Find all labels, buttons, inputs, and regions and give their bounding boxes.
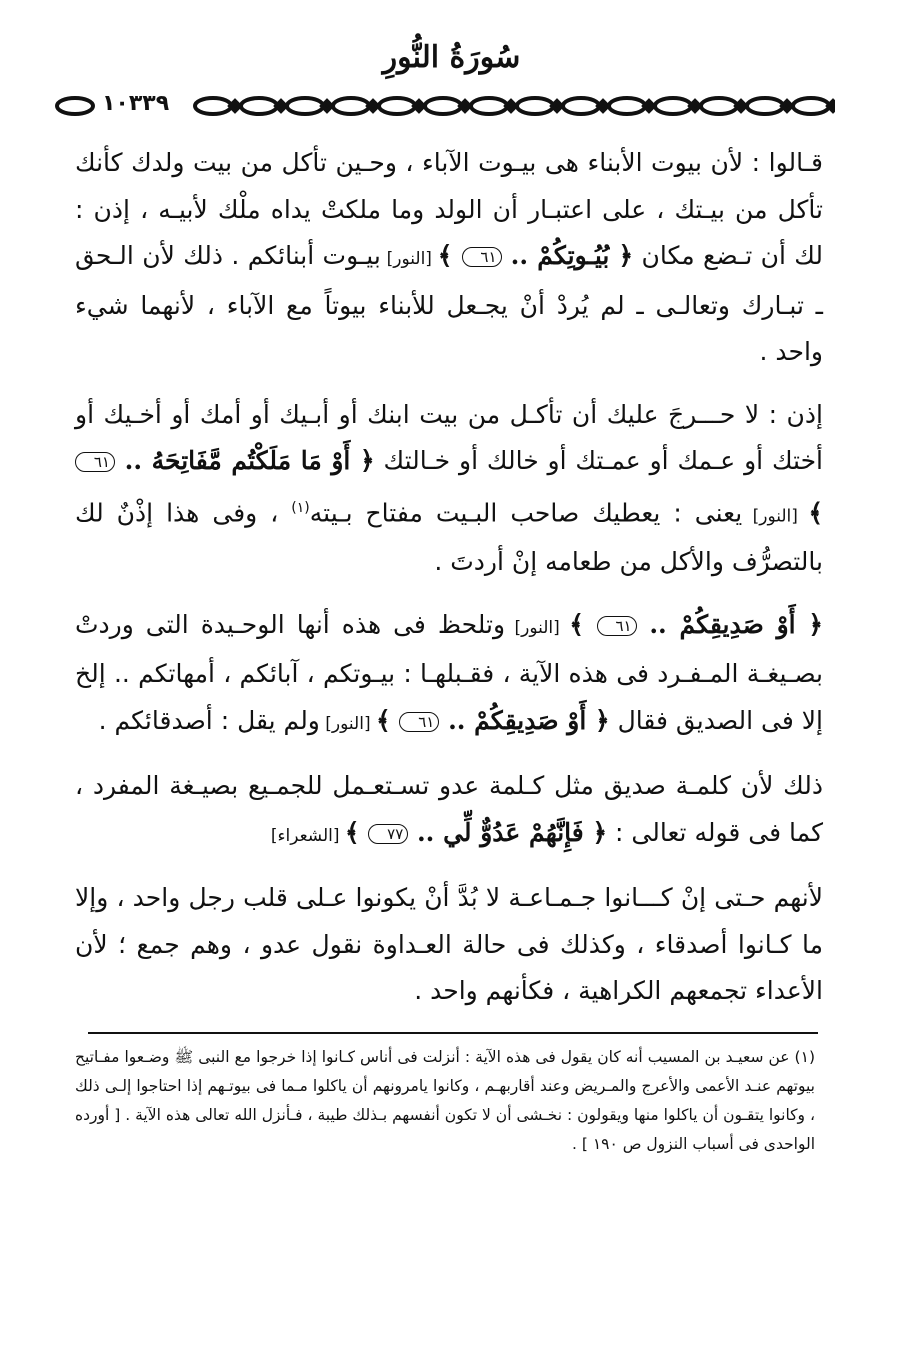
paragraph-5	[75, 875, 823, 1015]
quran-quote: ﴿ فَإِنَّهُمْ عَدُوٌّ لِّي ..	[408, 817, 608, 847]
quran-quote: ﴿ أَوْ صَدِيقِكُمْ ..	[439, 705, 610, 735]
quote-close: ﴾	[376, 705, 400, 735]
text: إذن : لا حـــرجَ عليك أن تأكـل من بيت ابنك أو أبـيك أو أمك أو أخـيك أو أختك أو عـمك أو عمـتك أو خالك أو خـالتك	[75, 399, 823, 475]
surah-reference: [النور]	[319, 713, 376, 734]
text: يعنى : يعطيك صاحب البـيت مفتاح بـيته	[309, 497, 743, 527]
surah-reference: [النور]	[742, 505, 809, 526]
quote-close: ﴾	[344, 817, 369, 847]
main-text	[75, 140, 823, 1015]
footnote: (١) عن سعيـد بن المسيب أنه كان يقول فى هذه الآية : أنزلت فى أناس كـانوا إذا خرجوا مع النبى ﷺ وضـعوا مفـاتيح بيوتهم عنـد الأعمى والأعرج والمـريض وعند أقاربهـم ، وكانوا يامرونهم أن ياكلوا مـما فى بيوتـهم إذا احتاجوا إلـى ذلك ، وكانوا يتقـون أن ياكلوا منها ويقولون : نخـشى أن لا تكون أنفسهم بـذلك طيبة ، فـأنزل الله تعالى هذه الآية . [ أورده الواحدى فى أسباب النزول ص ١٩٠ ] .	[75, 1048, 815, 1153]
quote-close: ﴾	[808, 497, 824, 527]
verse-number-badge: ٦١	[462, 247, 502, 267]
surah-title: سُورَةُ النُّورِ	[382, 40, 521, 75]
surah-reference: [النور]	[380, 249, 438, 269]
text: لأنهم حـتى إنْ كـــانوا جـمـاعـة لا بُدَّ أنْ يكونوا عـلى قلب رجل واحد ، وإلا ما كـانوا أصدقاء ، وكذلك فى حالة العـداوة نقول عدو ، وهم جمع ؛ لأن الأعداء تجمعهم الكراهية ، فكأنهم واحد .	[75, 883, 823, 1006]
page-number: ١٠٣٣٩	[98, 91, 173, 116]
quran-quote: ﴿ أَوْ مَا مَلَكْتُم مَّفَاتِحَهُ ..	[115, 446, 375, 475]
footnote-marker: (١)	[291, 499, 310, 516]
footnote-divider	[88, 1032, 818, 1034]
quran-quote: ﴿ أَوْ صَدِيقِكُمْ ..	[636, 609, 823, 639]
text: ، وفى هذا إذْنٌ لك بالتصرُّف والأكل من طعامه إنْ أردتَ .	[75, 497, 823, 577]
verse-number-badge: ٧٧	[368, 824, 408, 844]
verse-number-badge: ٦١	[399, 712, 439, 732]
paragraph-1	[75, 140, 823, 376]
text: وتلحظ فى هذه أنها الوحـيدة التى وردتْ بصـيغـة المـفـرد فى هذه الآية ، فقـبلهـا : بيـوتكم ، آبائكم ، أمهاتكم .. إلخ إلا فى الصديق فقال	[75, 609, 823, 735]
text: ولم يقل : أصدقائكم .	[98, 705, 320, 735]
surah-reference: [النور]	[505, 617, 570, 638]
verse-number-badge: ٦١	[75, 452, 115, 472]
paragraph-3	[75, 602, 823, 748]
quote-close: ﴾	[569, 609, 597, 639]
verse-number-badge: ٦١	[597, 616, 637, 636]
quote-close: ﴾	[437, 241, 462, 270]
surah-reference: [الشعراء]	[270, 825, 345, 846]
text: قـالوا : لأن بيوت الأبناء هى بيـوت الآباء ، وحـين تأكل من بيت ولدك كأنك تأكل من بيـتك ، على اعتبـار أن الولد وما ملكتْ يداه ملْك لأبيـه ، إذن : لك أن تـضع مكان	[75, 148, 823, 270]
text: بيـوت أبنائكم . ذلك لأن الـحق ـ تبـارك وتعالـى ـ لم يُردْ أنْ يجـعل للأبناء بيوتاً مع الآباء ، لأنهما شيء واحد .	[75, 241, 823, 366]
paragraph-2	[75, 392, 823, 586]
quran-quote: ﴿ بُيُـوتِكُمْ ..	[501, 241, 634, 270]
paragraph-4	[75, 763, 823, 859]
text: ذلك لأن كلمـة صديق مثل كـلمة عدو تسـتعـمل للجمـيع بصيـغة المفرد ، كما فى قوله تعالى :	[75, 771, 823, 847]
